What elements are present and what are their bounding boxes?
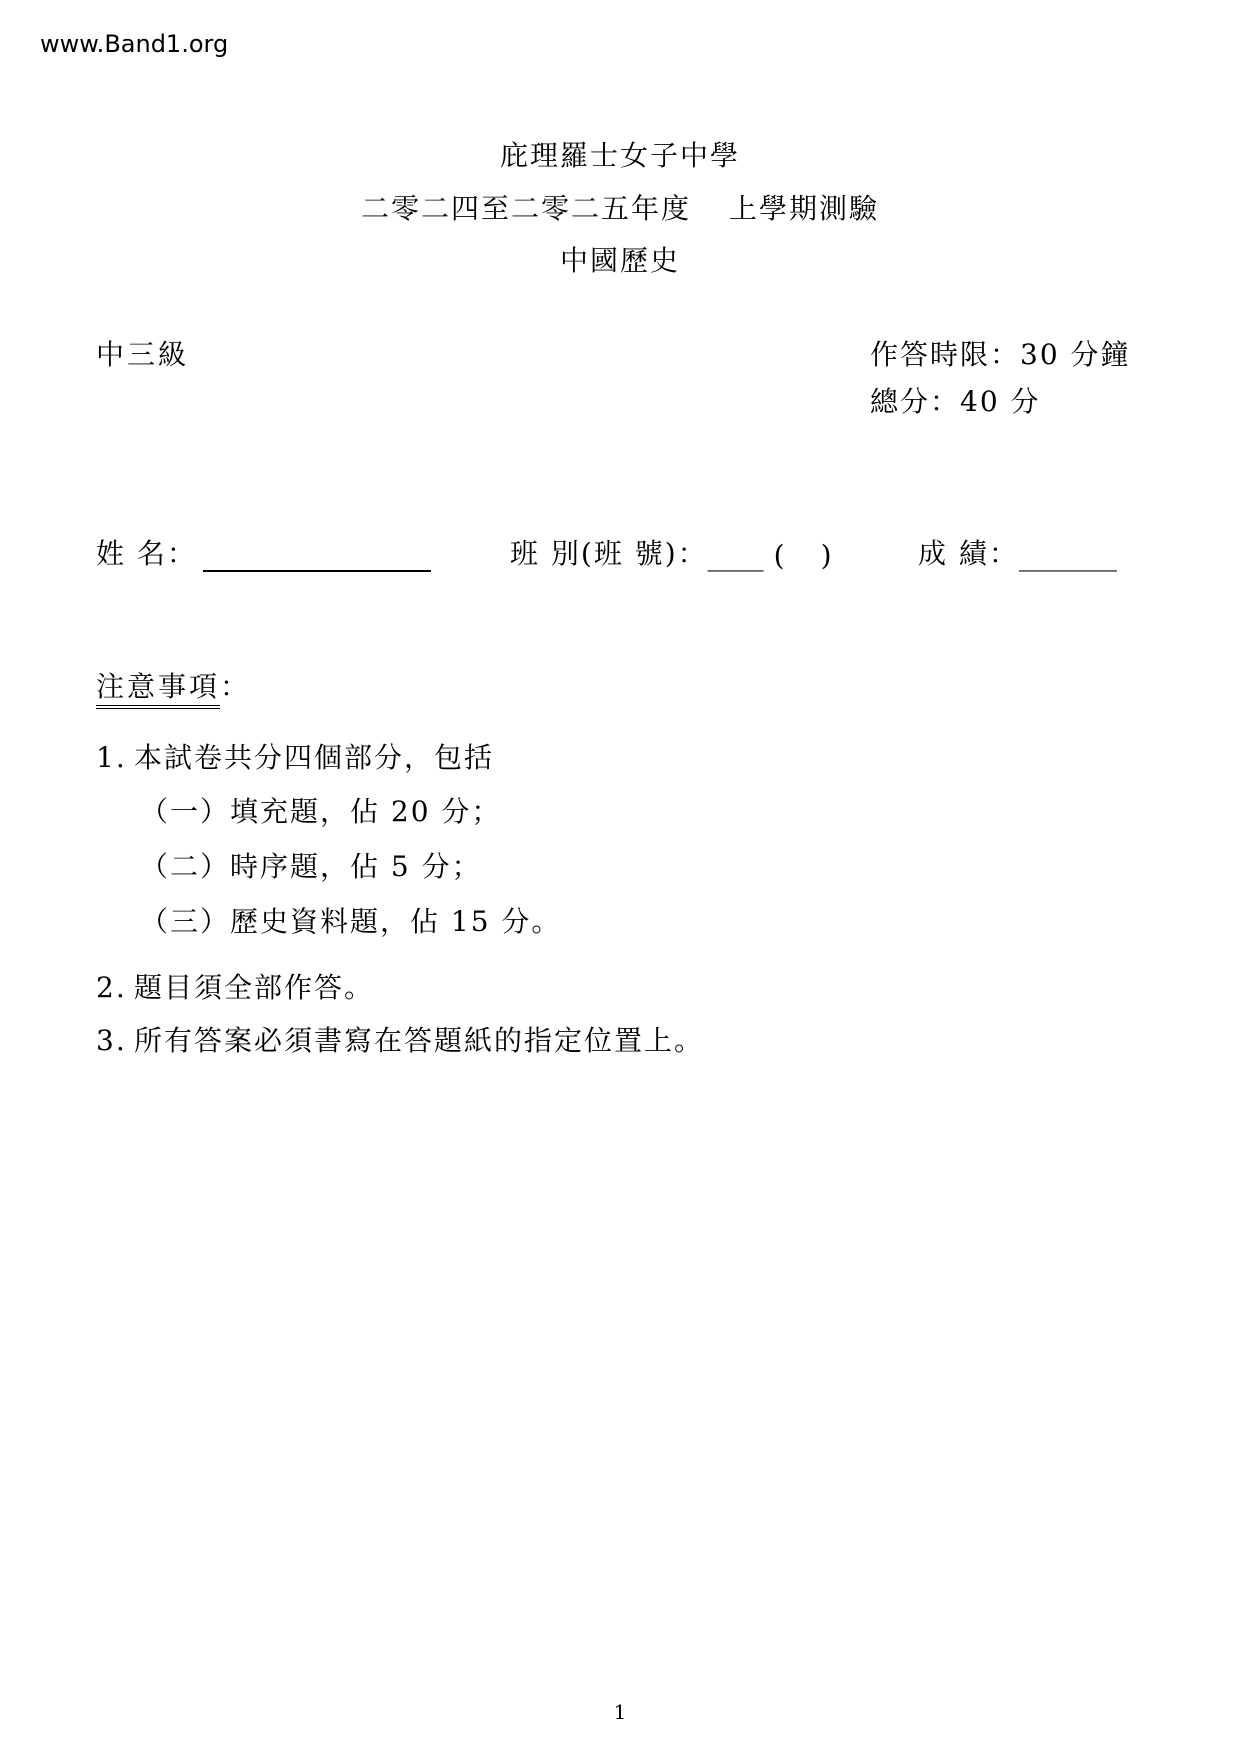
academic-year: 二零二四至二零二五年度 [360,192,691,225]
score-field [918,532,1117,572]
page-number: 1 [613,1700,627,1724]
school-name: 庇理羅士女子中學 [499,139,740,172]
grade-level: 中三級 [96,338,190,371]
class-field [510,532,834,572]
list-item: 1. 本試卷共分四個部分，包括 [96,741,495,774]
sub-list-item: （三）歷史資料題，佔 15 分。 [140,905,562,938]
notes-heading-text: 注意事項 [96,670,220,709]
list-item: 3. 所有答案必須書寫在答題紙的指定位置上。 [96,1024,705,1057]
subject-title: 中國歷史 [559,244,680,277]
total-marks: 總分：40 分 [870,385,1041,418]
class-number-blank[interactable]: ( ) [773,539,834,572]
time-limit: 作答時限：30 分鐘 [870,338,1131,371]
name-field [96,532,431,572]
notes-heading [96,665,251,705]
sub-list-item: （一）填充題，佔 20 分； [140,795,502,828]
list-item: 2. 題目須全部作答。 [96,971,375,1004]
sub-list-item: （二）時序題，佔 5 分； [140,850,482,883]
score-label: 成 績： [918,537,1019,570]
exam-title [0,187,1240,227]
class-label: 班 別(班 號)： [510,537,708,570]
class-blank[interactable]: ____ [707,539,764,572]
exam-name: 上學期測驗 [729,192,880,225]
score-blank[interactable]: _______ [1018,539,1117,572]
name-label: 姓 名： [96,537,197,570]
notes-heading-colon: ： [220,670,252,703]
watermark-url[interactable]: www.Band1.org [40,30,229,58]
name-blank[interactable] [203,542,431,572]
